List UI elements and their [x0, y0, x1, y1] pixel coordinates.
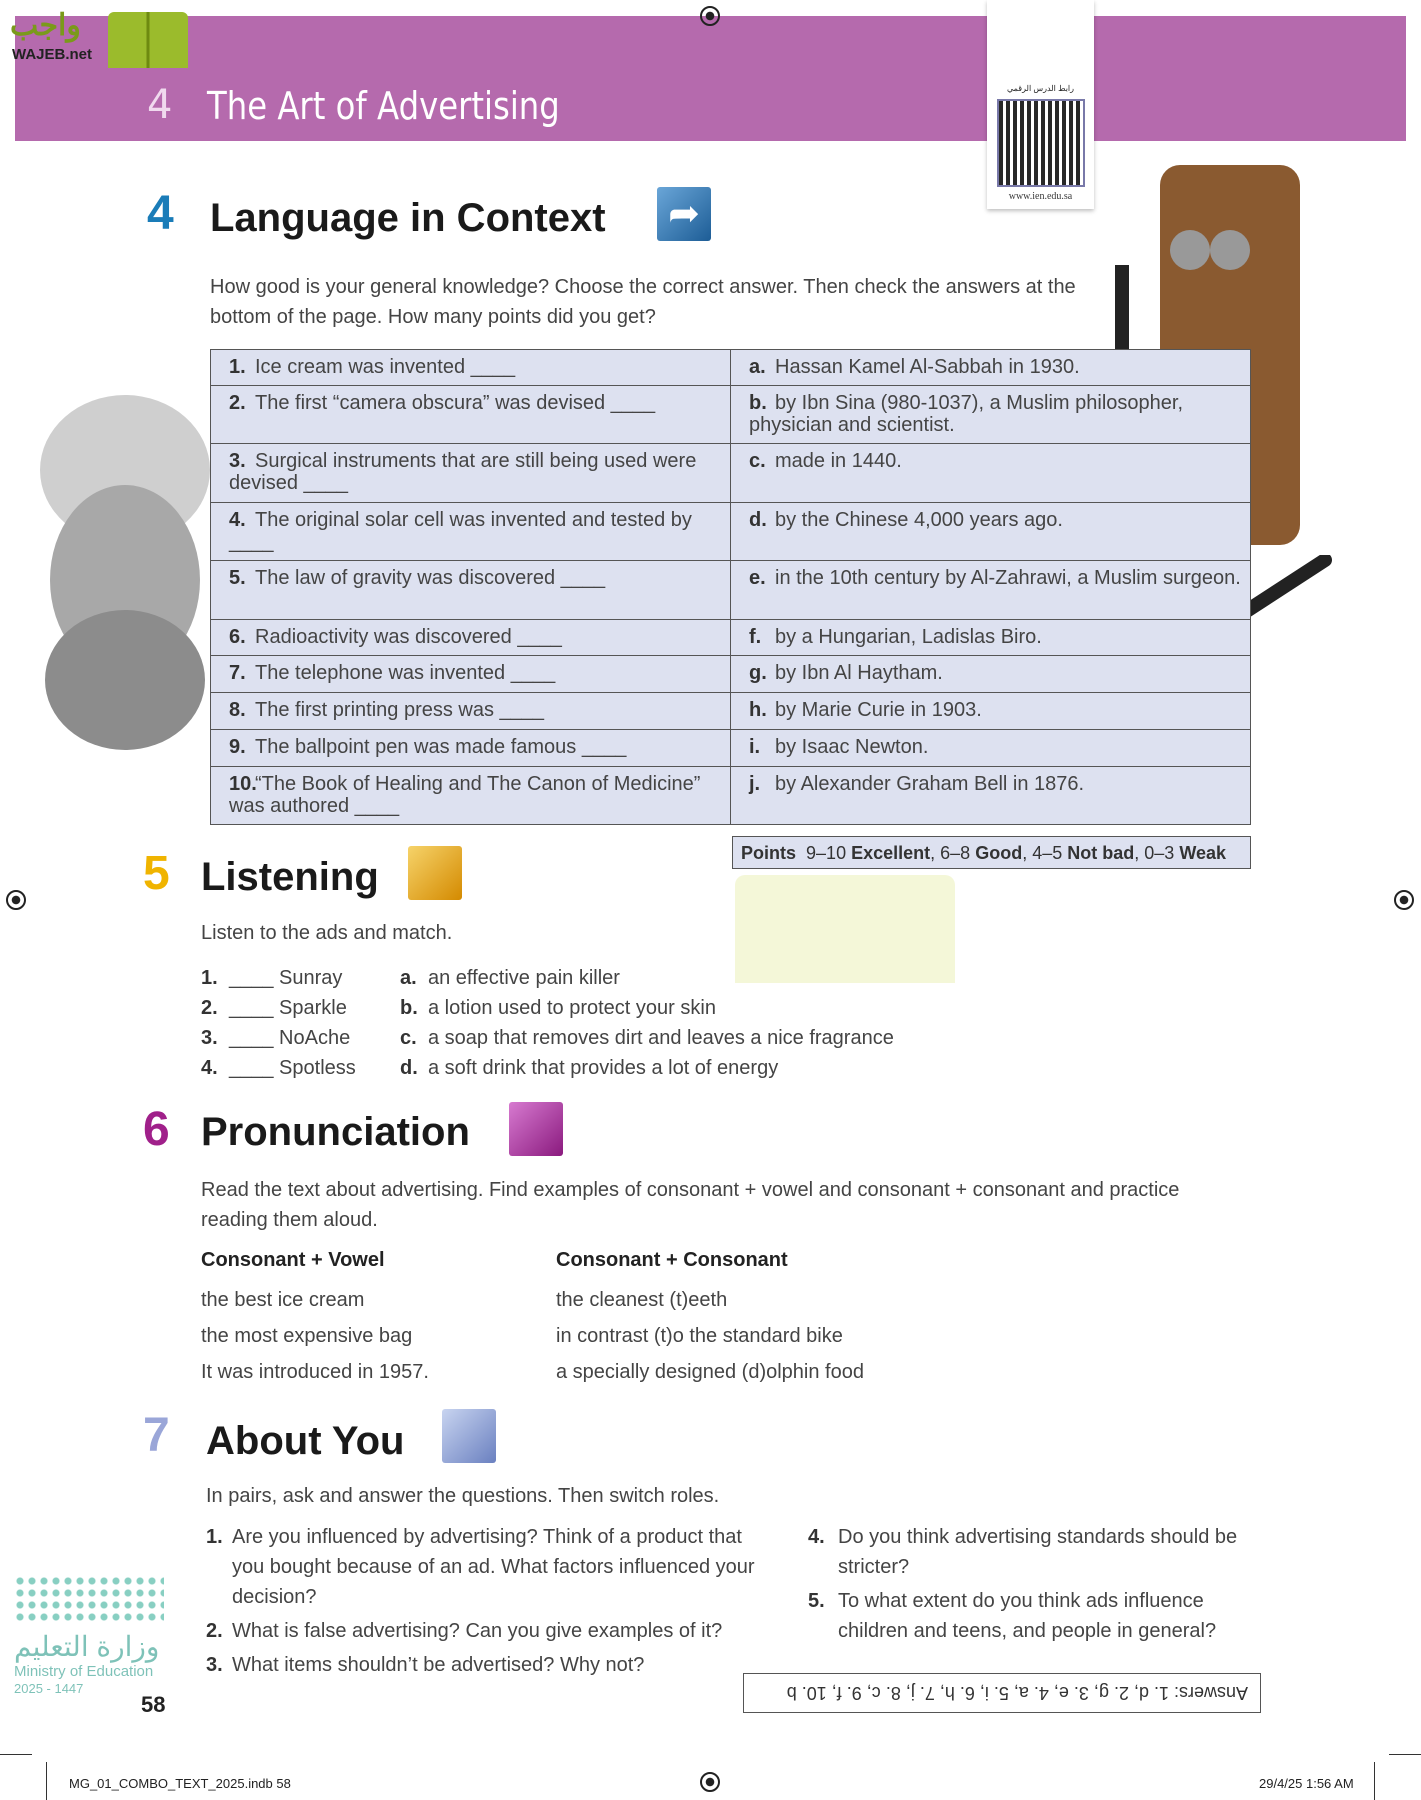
table-cell: c. made in 1440.: [731, 444, 1251, 503]
list-item: 5. To what extent do you think ads influence children and teens, and people in general?: [808, 1590, 1217, 1642]
section-title: Listening: [201, 855, 379, 899]
list-item: 4. Do you think advertising standards should be stricter?: [808, 1526, 1238, 1578]
page-number: 58: [141, 1692, 166, 1717]
section-number: 7: [143, 1409, 170, 1462]
points-legend: Points 9–10 Excellent, 6–8 Good, 4–5 Not bad, 0–3 Weak: [732, 836, 1251, 869]
table-cell: 3. Surgical instruments that are still being used were devised ____: [211, 444, 731, 503]
table-cell: 8. The first printing press was ____: [211, 693, 731, 730]
unit-number: 4: [147, 82, 173, 128]
crop-mark: [46, 1762, 47, 1800]
table-row: [211, 620, 1251, 656]
column-header: Consonant + Consonant: [556, 1249, 788, 1271]
arrow-icon: ➦: [657, 187, 711, 241]
answer-key: Answers: 1. d, 2. g, 3. e, 4. a, 5. i, 6. h, 7. j, 8. c, 9. f, 10. b: [743, 1673, 1261, 1713]
footer-file: MG_01_COMBO_TEXT_2025.indb 58: [69, 1776, 291, 1791]
about-you-instruction: In pairs, ask and answer the questions. Then switch roles.: [206, 1485, 720, 1507]
table-cell: 6. Radioactivity was discovered ____: [211, 620, 731, 656]
table-cell: e. in the 10th century by Al-Zahrawi, a Muslim surgeon.: [731, 561, 1251, 620]
table-cell: 5. The law of gravity was discovered ____: [211, 561, 731, 620]
list-item: 2. What is false advertising? Can you give examples of it?: [206, 1620, 723, 1642]
wajeb-logo: واجب WAJEB.net: [10, 8, 190, 68]
crop-mark: [0, 1754, 32, 1755]
registration-mark-icon: [700, 6, 720, 26]
registration-mark-icon: [700, 1772, 720, 1792]
unit-title: The Art of Advertising: [207, 84, 560, 128]
crop-mark: [1374, 1762, 1375, 1800]
section-intro: How good is your general knowledge? Choose the correct answer. Then check the answers at the bottom of the page. How many points did you get?: [210, 276, 1076, 328]
table-row: [211, 730, 1251, 767]
table-cell: 10.“The Book of Healing and The Canon of Medicine” was authored ____: [211, 767, 731, 825]
example-phrase: a specially designed (d)olphin food: [556, 1361, 864, 1383]
table-row: [211, 386, 1251, 444]
qr-code[interactable]: [997, 99, 1085, 187]
table-row: [211, 350, 1251, 386]
footer-date: 29/4/25 1:56 AM: [1259, 1776, 1354, 1791]
column-header: Consonant + Vowel: [201, 1249, 385, 1271]
table-row: [211, 693, 1251, 730]
example-phrase: in contrast (t)o the standard bike: [556, 1325, 843, 1347]
table-cell: 1. Ice cream was invented ____: [211, 350, 731, 386]
ministry-logo: وزارة التعليم Ministry of Education 2025 - 1447: [14, 1575, 194, 1697]
quiz-table: [210, 349, 1251, 825]
lips-icon: [509, 1102, 563, 1156]
table-row: [211, 444, 1251, 503]
table-row: [211, 561, 1251, 620]
table-cell: b. by Ibn Sina (980-1037), a Muslim philosopher, physician and scientist.: [731, 386, 1251, 444]
registration-mark-icon: [1394, 890, 1414, 910]
table-cell: g. by Ibn Al Haytham.: [731, 656, 1251, 693]
registration-mark-icon: [6, 890, 26, 910]
list-item: 2. ____ Sparkle: [201, 997, 347, 1019]
table-cell: h. by Marie Curie in 1903.: [731, 693, 1251, 730]
table-row: [211, 656, 1251, 693]
book-icon: [108, 12, 188, 68]
list-item: b. a lotion used to protect your skin: [400, 997, 716, 1019]
ministry-dots-icon: [14, 1575, 164, 1623]
table-cell: 4. The original solar cell was invented and tested by ____: [211, 503, 731, 561]
scholar-portrait-image: [15, 380, 210, 750]
pronunciation-instruction: Read the text about advertising. Find examples of consonant + vowel and consonant + consonant and practice reading them aloud.: [201, 1179, 1180, 1231]
example-phrase: the most expensive bag: [201, 1325, 413, 1347]
crop-mark: [1389, 1754, 1421, 1755]
section-number: 5: [143, 847, 170, 900]
table-row: [211, 503, 1251, 561]
qr-card[interactable]: رابط الدرس الرقمي www.ien.edu.sa: [987, 0, 1094, 209]
section-number: 4: [147, 187, 174, 240]
audio-icon[interactable]: [408, 846, 462, 900]
list-item: c. a soap that removes dirt and leaves a nice fragrance: [400, 1027, 894, 1049]
section-title: Language in Context: [210, 196, 606, 240]
table-cell: 7. The telephone was invented ____: [211, 656, 731, 693]
list-item: 1. Are you influenced by advertising? Think of a product that you bought because of an ad. What factors influenced your decision?: [206, 1526, 755, 1608]
table-cell: f. by a Hungarian, Ladislas Biro.: [731, 620, 1251, 656]
table-cell: 2. The first “camera obscura” was devised ____: [211, 386, 731, 444]
table-row: [211, 767, 1251, 825]
table-cell: a. Hassan Kamel Al-Sabbah in 1930.: [731, 350, 1251, 386]
list-item: d. a soft drink that provides a lot of energy: [400, 1057, 779, 1079]
list-item: 1. ____ Sunray: [201, 967, 343, 989]
section-title: About You: [206, 1419, 405, 1463]
list-item: 4. ____ Spotless: [201, 1057, 356, 1079]
person-icon: [442, 1409, 496, 1463]
list-item: 3. ____ NoAche: [201, 1027, 351, 1049]
table-cell: d. by the Chinese 4,000 years ago.: [731, 503, 1251, 561]
table-cell: i. by Isaac Newton.: [731, 730, 1251, 767]
list-item: a. an effective pain killer: [400, 967, 620, 989]
section-number: 6: [143, 1103, 170, 1156]
listening-instruction: Listen to the ads and match.: [201, 922, 453, 944]
table-cell: j. by Alexander Graham Bell in 1876.: [731, 767, 1251, 825]
example-phrase: the best ice cream: [201, 1289, 365, 1311]
list-item: 3. What items shouldn’t be advertised? Why not?: [206, 1654, 645, 1676]
example-phrase: the cleanest (t)eeth: [556, 1289, 728, 1311]
example-phrase: It was introduced in 1957.: [201, 1361, 429, 1383]
table-cell: 9. The ballpoint pen was made famous ____: [211, 730, 731, 767]
section-title: Pronunciation: [201, 1110, 470, 1154]
